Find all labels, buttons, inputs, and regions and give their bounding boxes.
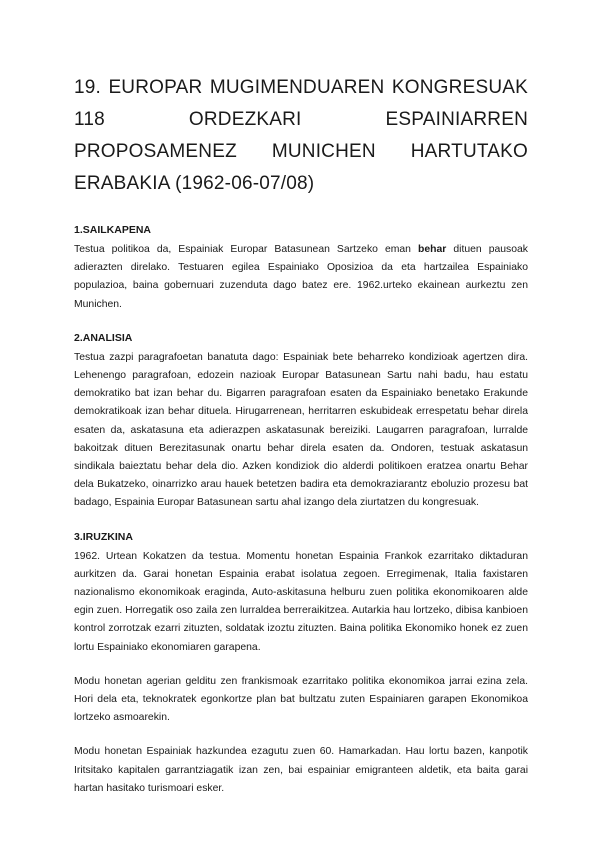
paragraph-text: Testua politikoa da, Espainiak Europar Batasunean Sartzeko eman <box>74 244 419 255</box>
paragraph: 1962. Urtean Kokatzen da testua. Momentu honetan Espainia Frankok ezarritako diktaduran aurkitzen da. Garai honetan Espainia erabat isolatua zegoen. Erregimenak, Italia faxistaren nazionalismo ekonomikoak eraginda, Auto-askitasuna helburu zuen politika ekonomikoaren alde egin zuen. Horregatik oso zaila zen lurraldea berreraikitzea. Autarkia hau lortzeko, dibisa kanbioen kontrol zorrotzak ezarri zituzten, soldatak izoztu zituzten. Baina politika Ekonomiko honek ez zuen lortu Espainiako ekonomiaren garapena. <box>74 550 528 653</box>
section-heading: 3.IRUZKINA <box>74 530 133 543</box>
section-iruzkina <box>74 529 528 798</box>
section-sailkapena <box>74 222 528 314</box>
paragraph-text: dituen pausoak adierazten direlako. Testuaren egilea Espainiako Oposizioa da eta hartzailea Espainiako populazioa, baina gobernuari zuzenduta dago batez ere. 1962.urteko ekainean aurkeztu zen Munichen. <box>74 244 528 310</box>
document-title: 19. EUROPAR MUGIMENDUAREN KONGRESUAK 118 ORDEZKARI ESPAINIARREN PROPOSAMENEZ MUNICHEN HARTUTAKO ERABAKIA (1962-06-07/08) <box>74 77 528 194</box>
paragraph: Modu honetan agerian gelditu zen frankismoak ezarritako politika ekonomikoa jarrai ezina zela. Hori dela eta, teknokratek egonkortze plan bat bultzatu zuten Espainiaren garapen Ekonomikoa lortzeko asmoarekin. <box>74 675 528 724</box>
paragraph <box>74 241 528 314</box>
paragraph: Modu honetan Espainiak hazkundea ezagutu zuen 60. Hamarkadan. Hau lortu bazen, kanpotik Iritsitako kapitalen garrantziagatik izan zen, bai espainiar emigranteen aldetik, eta baita garai hartan hasitako turismoari esker. <box>74 746 528 794</box>
section-heading: 1.SAILKAPENA <box>74 224 152 236</box>
paragraph: Testua zazpi paragrafoetan banatuta dago: Espainiak bete beharreko kondizioak agertzen dira. Lehenengo paragrafoan, edozein nazioak Europar Batasunean Sartu nahi badu, hau estatu demokratiko bat izan behar du. Bigarren paragrafoan esaten da Espainiako benetako Erakunde demokratikoak izan behar dituela. Hirugarrenean, herritarren eskubideak errespetatu behar direla esaten da, askatasuna eta adierazpen askatasunak bereiziki. Laugarren paragrafoan, lurralde bakoitzak dituen Berezitasunak onartu behar direla esaten da. Ondoren, testuak askatasun sindikala baieztatu behar dela dio. Azken kondiziok dio alderdi politikoen eratzea onartu Behar dela Bukatzeko, oinarrizko arau hauek betetzen badira eta demokraziarantz eboluzio prozesu bat badago, Espainia Europar Batasunean sartu ahal izango dela ziurtatzen du kongresuak. <box>74 351 528 509</box>
bold-word: behar <box>418 244 447 255</box>
section-analisia <box>74 330 528 513</box>
section-heading: 2.ANALISIA <box>74 331 133 344</box>
